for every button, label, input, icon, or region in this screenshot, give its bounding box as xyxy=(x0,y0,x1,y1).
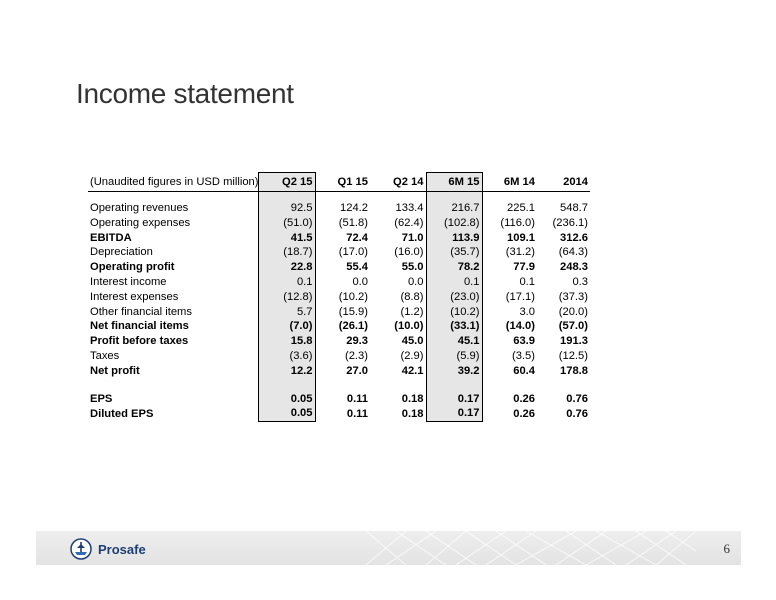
table-row xyxy=(88,406,590,421)
cell-value: (7.0) xyxy=(258,319,315,334)
row-label: Taxes xyxy=(90,349,120,362)
cell-value: (20.0) xyxy=(558,305,588,318)
cell-value: (51.0) xyxy=(258,216,315,231)
cell-value: 39.2 xyxy=(426,364,482,379)
cell-value: 72.4 xyxy=(346,231,368,244)
header-units-label: (Unaudited figures in USD million) xyxy=(88,173,258,192)
income-statement-table-container xyxy=(88,172,590,422)
header-6m-15: 6M 15 xyxy=(426,173,482,192)
header-q1-15: Q1 15 xyxy=(315,173,370,192)
cell-value: 548.7 xyxy=(560,202,588,214)
cell-value: (51.8) xyxy=(338,216,368,229)
cell-value: (5.9) xyxy=(426,349,482,364)
cell-value: (26.1) xyxy=(338,320,368,333)
header-6m-14: 6M 14 xyxy=(482,173,537,192)
cell-value: (33.1) xyxy=(426,319,482,334)
table-row xyxy=(88,245,590,260)
cell-value: 0.05 xyxy=(258,406,315,421)
cell-value: 0.18 xyxy=(401,407,424,420)
cell-value: 55.4 xyxy=(346,261,368,274)
cell-value: 248.3 xyxy=(560,261,588,274)
footer-line-pattern xyxy=(366,531,696,565)
cell-value: (23.0) xyxy=(426,290,482,305)
row-label: Operating expenses xyxy=(90,216,191,229)
income-statement-table xyxy=(88,172,590,422)
table-row xyxy=(88,290,590,305)
cell-value: 55.0 xyxy=(401,261,424,274)
cell-value: (10.2) xyxy=(338,290,368,303)
cell-value: 0.0 xyxy=(407,275,424,288)
table-row xyxy=(88,364,590,379)
cell-value: 0.1 xyxy=(519,275,535,288)
cell-value: 12.2 xyxy=(258,364,315,379)
cell-value: 133.4 xyxy=(395,202,424,214)
table-header-row xyxy=(88,173,590,192)
cell-value: (3.6) xyxy=(258,349,315,364)
cell-value: 312.6 xyxy=(560,231,588,244)
table-row xyxy=(88,305,590,320)
table-row xyxy=(88,275,590,290)
cell-value: 0.1 xyxy=(426,275,482,290)
cell-value: (10.2) xyxy=(426,305,482,320)
table-row xyxy=(88,392,590,407)
page-number: 6 xyxy=(723,541,730,556)
table-row xyxy=(88,216,590,231)
cell-value: (2.3) xyxy=(344,349,368,362)
cell-value: (12.5) xyxy=(558,349,588,362)
cell-value: (15.9) xyxy=(338,305,368,318)
cell-value: 27.0 xyxy=(346,364,368,377)
cell-value: (18.7) xyxy=(258,245,315,260)
cell-value: 0.3 xyxy=(572,275,588,288)
cell-value: 22.8 xyxy=(258,260,315,275)
cell-value: 60.4 xyxy=(513,364,535,377)
cell-value: 225.1 xyxy=(507,202,535,214)
cell-value: 0.11 xyxy=(346,407,368,420)
cell-value: 41.5 xyxy=(258,231,315,246)
prosafe-logo xyxy=(70,538,146,560)
page-title: Income statement xyxy=(76,78,294,109)
cell-value: (2.9) xyxy=(400,349,424,362)
cell-value: (12.8) xyxy=(258,290,315,305)
cell-value: (35.7) xyxy=(426,245,482,260)
cell-value: (17.0) xyxy=(338,246,368,259)
cell-value: 0.05 xyxy=(258,392,315,407)
cell-value: 0.76 xyxy=(566,407,588,420)
cell-value: 0.26 xyxy=(513,392,535,405)
brand-name: Prosafe xyxy=(98,541,146,557)
table-row xyxy=(88,201,590,216)
cell-value: 71.0 xyxy=(401,231,424,244)
cell-value: (3.5) xyxy=(511,349,535,362)
cell-value: (62.4) xyxy=(394,216,424,229)
cell-value: 78.2 xyxy=(426,260,482,275)
cell-value: 191.3 xyxy=(560,335,588,348)
cell-value: 0.0 xyxy=(352,275,368,288)
spacer-row xyxy=(88,379,590,392)
cell-value: 5.7 xyxy=(258,305,315,320)
table-row xyxy=(88,334,590,349)
cell-value: 0.26 xyxy=(513,407,535,420)
cell-value: 42.1 xyxy=(401,364,424,377)
cell-value: (116.0) xyxy=(500,216,535,229)
cell-value: 113.9 xyxy=(426,231,482,246)
cell-value: 3.0 xyxy=(519,305,535,318)
table-row xyxy=(88,260,590,275)
row-label: Net financial items xyxy=(90,320,189,333)
cell-value: 0.18 xyxy=(401,392,424,405)
prosafe-rig-logo-icon xyxy=(70,538,92,560)
header-q2-14: Q2 14 xyxy=(370,173,426,192)
row-label: Net profit xyxy=(90,364,140,377)
cell-value: (102.8) xyxy=(426,216,482,231)
cell-value: 92.5 xyxy=(258,201,315,216)
cell-value: (8.8) xyxy=(400,290,424,303)
cell-value: 124.2 xyxy=(340,202,368,214)
row-label: Operating revenues xyxy=(90,202,189,214)
cell-value: (236.1) xyxy=(552,216,588,229)
cell-value: (10.0) xyxy=(394,320,424,333)
cell-value: (17.1) xyxy=(505,290,535,303)
cell-value: (31.2) xyxy=(505,246,535,259)
spacer-row xyxy=(88,192,590,202)
row-label: Diluted EPS xyxy=(90,407,154,420)
cell-value: (64.3) xyxy=(558,246,588,259)
cell-value: 216.7 xyxy=(426,201,482,216)
row-label: Depreciation xyxy=(90,246,153,259)
cell-value: 45.1 xyxy=(426,334,482,349)
cell-value: 0.17 xyxy=(426,406,482,421)
row-label: Operating profit xyxy=(90,261,175,274)
cell-value: 77.9 xyxy=(513,261,535,274)
cell-value: 15.8 xyxy=(258,334,315,349)
row-label: Interest expenses xyxy=(90,290,179,303)
cell-value: (1.2) xyxy=(400,305,424,318)
cell-value: (37.3) xyxy=(558,290,588,303)
cell-value: (14.0) xyxy=(505,320,535,333)
cell-value: (16.0) xyxy=(394,246,424,259)
cell-value: 0.17 xyxy=(426,392,482,407)
cell-value: 63.9 xyxy=(513,335,535,348)
cell-value: 29.3 xyxy=(346,335,368,348)
table-row xyxy=(88,319,590,334)
cell-value: (57.0) xyxy=(558,320,588,333)
row-label: EBITDA xyxy=(90,231,132,244)
table-row xyxy=(88,349,590,364)
cell-value: 0.11 xyxy=(346,392,368,405)
header-2014: 2014 xyxy=(537,173,590,192)
cell-value: 45.0 xyxy=(401,335,424,348)
row-label: Interest income xyxy=(90,275,167,288)
cell-value: 0.1 xyxy=(258,275,315,290)
cell-value: 0.76 xyxy=(566,392,588,405)
row-label: EPS xyxy=(90,392,113,405)
header-q2-15: Q2 15 xyxy=(258,173,315,192)
cell-value: 178.8 xyxy=(560,364,588,377)
cell-value: 109.1 xyxy=(507,231,535,244)
row-label: Profit before taxes xyxy=(90,335,189,348)
table-row xyxy=(88,231,590,246)
row-label: Other financial items xyxy=(90,305,192,318)
